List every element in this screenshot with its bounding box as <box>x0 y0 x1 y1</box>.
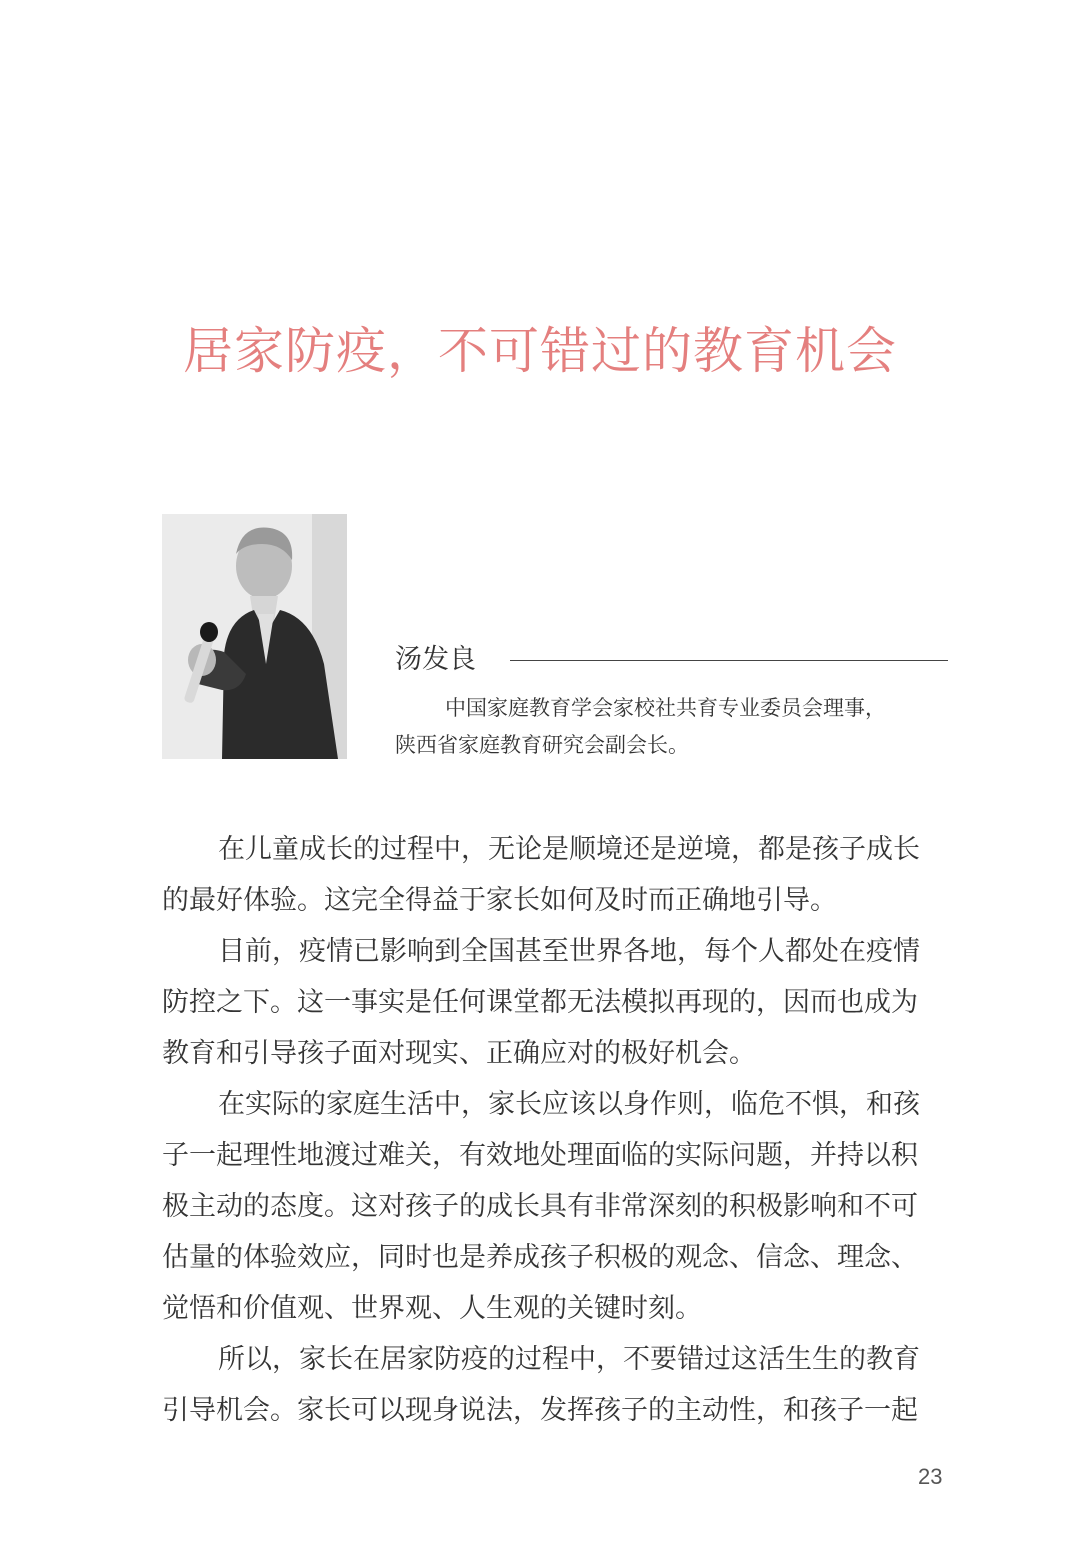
article-body <box>162 824 952 1436</box>
article-title: 居家防疫，不可错过的教育机会 <box>183 321 897 380</box>
body-line: 引导机会。家长可以现身说法，发挥孩子的主动性，和孩子一起 <box>162 1395 918 1426</box>
author-name: 汤发良 <box>395 644 476 675</box>
author-photo <box>162 514 347 759</box>
author-bio-line: 中国家庭教育学会家校社共育专业委员会理事， <box>445 696 886 720</box>
body-line: 子一起理性地渡过难关，有效地处理面临的实际问题，并持以积 <box>162 1140 918 1171</box>
body-line: 教育和引导孩子面对现实、正确应对的极好机会。 <box>162 1038 756 1069</box>
body-line: 所以，家长在居家防疫的过程中，不要错过这活生生的教育 <box>218 1344 920 1375</box>
body-line: 在实际的家庭生活中，家长应该以身作则，临危不惧，和孩 <box>218 1089 920 1120</box>
body-line: 觉悟和价值观、世界观、人生观的关键时刻。 <box>162 1293 702 1324</box>
body-line: 极主动的态度。这对孩子的成长具有非常深刻的积极影响和不可 <box>162 1191 918 1222</box>
page-number: 23 <box>918 1464 943 1489</box>
author-divider <box>510 660 948 661</box>
body-line: 目前，疫情已影响到全国甚至世界各地，每个人都处在疫情 <box>218 936 920 967</box>
body-line: 的最好体验。这完全得益于家长如何及时而正确地引导。 <box>162 885 837 916</box>
author-bio <box>395 690 950 764</box>
body-line: 在儿童成长的过程中，无论是顺境还是逆境，都是孩子成长 <box>218 834 920 865</box>
body-line: 防控之下。这一事实是任何课堂都无法模拟再现的，因而也成为 <box>162 987 918 1018</box>
author-bio-line: 陕西省家庭教育研究会副会长。 <box>395 733 689 757</box>
body-line: 估量的体验效应，同时也是养成孩子积极的观念、信念、理念、 <box>162 1242 918 1273</box>
